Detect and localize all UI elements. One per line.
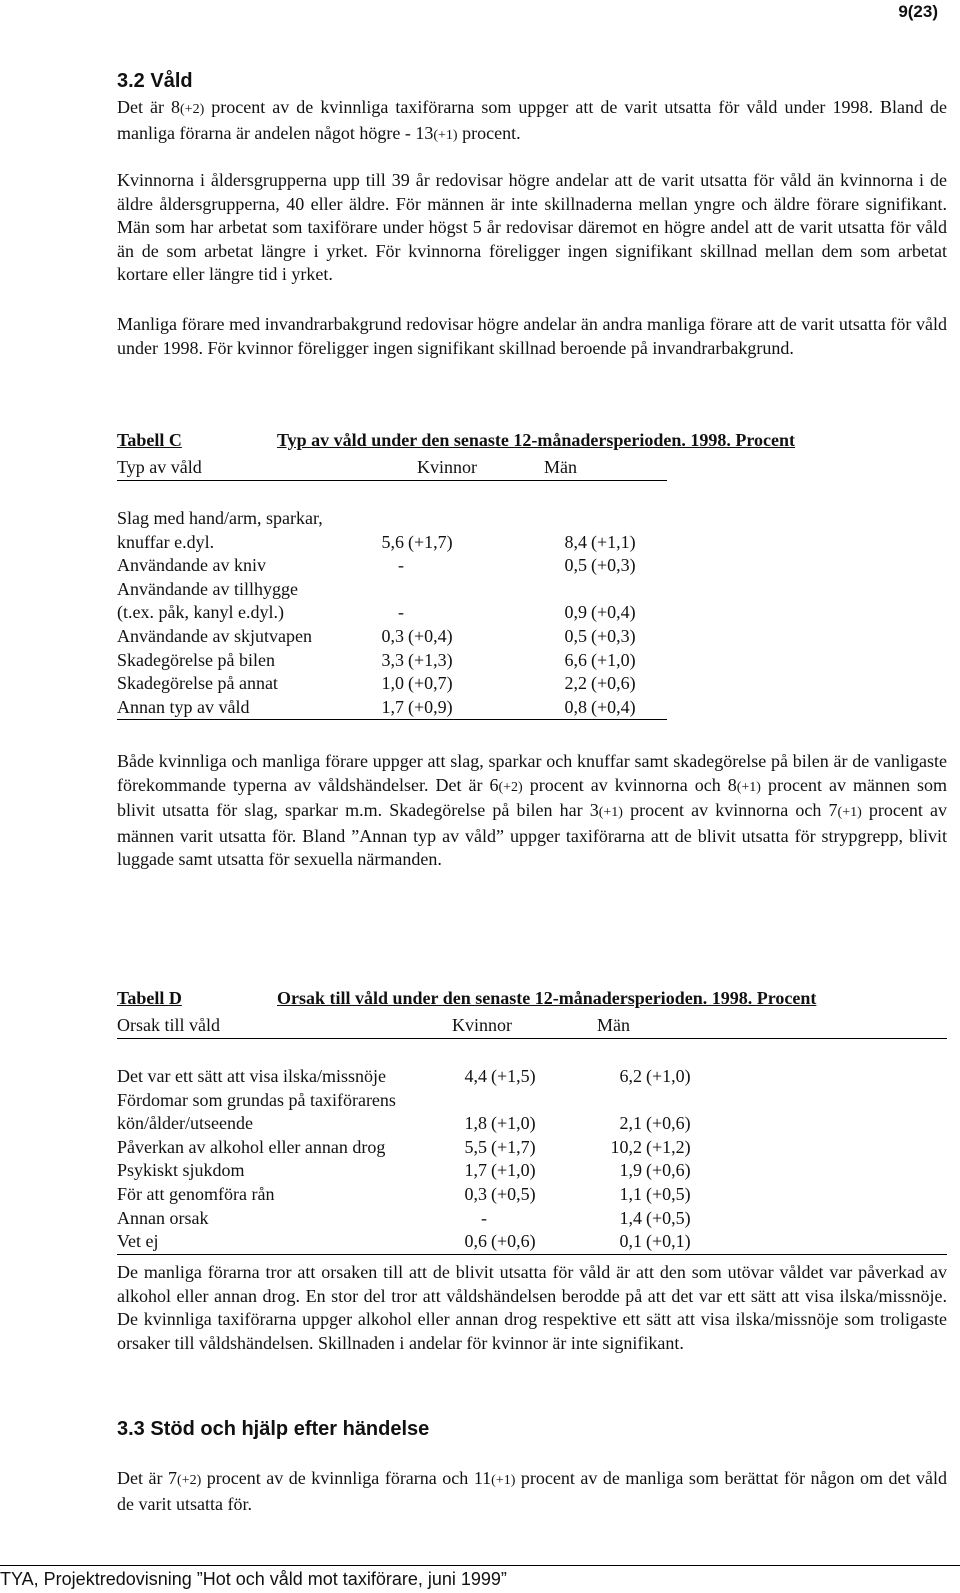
table-cell: (+1,7): [491, 1136, 536, 1157]
table-row: [117, 672, 667, 696]
table-c-header-women: Kvinnor: [362, 455, 484, 481]
table-cell: [404, 578, 484, 602]
table-cell: (+0,6): [646, 1113, 691, 1134]
table-cell: knuffar e.dyl.: [117, 531, 215, 552]
page-number: 9(23): [898, 2, 938, 21]
table-cell: (+0,4): [591, 602, 636, 623]
table-cell: [587, 507, 667, 531]
table-cell: (+1,0): [491, 1160, 536, 1181]
table-d-id: Tabell D: [117, 988, 182, 1008]
table-cell: -: [481, 1207, 487, 1228]
paragraph-types-of-violence: Både kvinnliga och manliga förare uppger att slag, sparkar och knuffar samt skadegörelse på bilen är de vanligaste förekommande typerna av våldshändelser. Det är 6(+2) procent av kvinnorna och 8(+1) procent av männen som blivit utsatta för slag, sparkar m.m. Skadegörelse på bilen har 3(+1) procent av kvinnorna och 7(+1) procent av männen varit utsatta för. Bland ”Annan typ av våld” uppger taxiförarna att de blivit utsatta för strypgrepp, blivit luggade samt utsatta för sexuella närmanden.: [117, 751, 948, 869]
table-cell: (+0,4): [408, 625, 453, 646]
table-cell: 1,1: [619, 1183, 642, 1204]
table-cell: Påverkan av alkohol eller annan drog: [117, 1136, 386, 1157]
table-cell: (+1,0): [591, 649, 636, 670]
table-cell: [642, 1089, 947, 1113]
table-cell: (+1,5): [491, 1066, 536, 1086]
table-cell: 1,7: [464, 1160, 487, 1181]
table-c-id: Tabell C: [117, 430, 182, 450]
table-cell: (+1,7): [408, 531, 453, 552]
table-cell: 0,3: [464, 1183, 487, 1204]
table-cell: (+0,6): [646, 1160, 691, 1181]
paragraph-support: Det är 7(+2) procent av de kvinnliga förarna och 11(+1) procent av de manliga som berättat för någon om det våld de varit utsatta för.: [117, 1468, 947, 1514]
table-cell: (+0,1): [642, 1230, 947, 1254]
table-cell: 5,5: [464, 1136, 487, 1157]
table-cell: 0,9: [564, 602, 587, 623]
table-cell: 1,8: [464, 1113, 487, 1134]
table-cell: 3,3: [381, 649, 404, 670]
table-row: [117, 649, 667, 673]
table-cell: 0,8: [484, 696, 587, 720]
table-cell: [452, 1089, 487, 1113]
table-cell: (+0,4): [587, 696, 667, 720]
table-cell: 10,2: [610, 1136, 642, 1157]
table-cell: (+0,3): [591, 625, 636, 646]
table-cell: Användande av skjutvapen: [117, 625, 312, 646]
table-cell: (+0,3): [591, 555, 636, 576]
table-cell: [484, 507, 587, 531]
table-cell: (+0,9): [404, 696, 484, 720]
table-cell: Annan orsak: [117, 1207, 209, 1228]
table-cell: [404, 601, 484, 625]
table-cell: 2,2: [564, 673, 587, 694]
table-cell: 6,2: [619, 1066, 642, 1086]
table-row: [117, 531, 667, 555]
table-cell: För att genomföra rån: [117, 1183, 275, 1204]
table-cell: Vet ej: [117, 1230, 452, 1254]
table-cell: Användande av kniv: [117, 555, 266, 576]
table-cell: [587, 578, 667, 602]
table-cell: 2,1: [619, 1113, 642, 1134]
table-cell: 8,4: [564, 531, 587, 552]
table-cell: (+0,7): [408, 673, 453, 694]
table-c: [117, 455, 667, 720]
table-d-header-cause: Orsak till våld: [117, 1013, 452, 1039]
table-cell: Skadegörelse på bilen: [117, 649, 275, 670]
table-cell: 0,1: [567, 1230, 642, 1254]
table-row: [117, 601, 667, 625]
table-cell: 4,4: [464, 1066, 487, 1086]
table-d-title: Orsak till våld under den senaste 12-månadersperioden. 1998. Procent: [277, 988, 817, 1008]
table-cell: Slag med hand/arm, sparkar,: [117, 508, 323, 528]
table-cell: -: [398, 602, 404, 623]
table-row: [117, 625, 667, 649]
table-row: [117, 1089, 947, 1113]
section-heading-vald: 3.2 Våld: [117, 70, 193, 92]
table-cell: 5,6: [381, 531, 404, 552]
table-cell: (+1,1): [591, 531, 636, 552]
table-cell: [404, 507, 484, 531]
table-cell: 1,4: [619, 1207, 642, 1228]
table-cell: [362, 507, 404, 531]
table-cell: 1,0: [381, 673, 404, 694]
table-cell: [117, 1039, 947, 1066]
table-cell: 1,9: [619, 1160, 642, 1181]
table-c-header-men: Män: [484, 455, 667, 481]
table-cell: 6,6: [564, 649, 587, 670]
table-cell: (+0,5): [646, 1183, 691, 1204]
table-cell: (+0,5): [491, 1183, 536, 1204]
table-cell: [487, 1207, 567, 1231]
table-row: [117, 1207, 947, 1231]
table-cell: (+1,0): [646, 1066, 691, 1086]
table-row: [117, 1230, 947, 1254]
table-cell: (+0,6): [487, 1230, 567, 1254]
table-cell: 1,7: [362, 696, 404, 720]
table-row: [117, 696, 667, 720]
table-row: [117, 554, 667, 578]
table-cell: [117, 481, 667, 508]
table-cell: kön/ålder/utseende: [117, 1113, 253, 1134]
paragraph-causes: De manliga förarna tror att orsaken till att de blivit utsatta för våld är att den som utövar våldet var påverkad av alkohol eller annan drog. En stor del tror att våldshändelsen berodde på att det var ett sätt att visa ilska/missnöje. De kvinnliga taxiförarna uppger alkohol eller annan drog respektive ett sätt att visa ilska/missnöje som troligaste orsaker till våldshändelsen. Skillnaden i andelar för kvinnor är inte signifikant.: [117, 1262, 947, 1353]
page-footer: TYA, Projektredovisning ”Hot och våld mot taxiförare, juni 1999”: [0, 1565, 960, 1590]
table-cell: Skadegörelse på annat: [117, 673, 278, 694]
table-cell: [567, 1089, 642, 1113]
table-cell: (+1,3): [408, 649, 453, 670]
table-row: [117, 1159, 947, 1183]
table-cell: Psykiskt sjukdom: [117, 1160, 245, 1181]
table-cell: 0,3: [381, 625, 404, 646]
table-row: [117, 578, 667, 602]
table-c-title: Typ av våld under den senaste 12-månadersperioden. 1998. Procent: [277, 430, 796, 450]
table-row: [117, 1065, 947, 1089]
paragraph-age-groups: Kvinnorna i åldersgrupperna upp till 39 år redovisar högre andelar att de varit utsatta för våld än kvinnorna i de äldre åldersgrupperna, 40 eller äldre. För männen är inte skillnaderna mellan yngre och äldre förare signifikant. Män som har arbetat som taxiförare under högst 5 år redovisar däremot en högre andel att de varit utsatta för våld än de som arbetat längre i yrket. För kvinnorna föreligger ingen signifikant skillnad mellan dem som arbetat kortare eller längre tid i yrket.: [117, 170, 947, 284]
table-cell: -: [398, 555, 404, 576]
table-cell: Det var ett sätt att visa ilska/missnöje: [117, 1066, 386, 1086]
paragraph-immigrant-background: Manliga förare med invandrarbakgrund redovisar högre andelar än andra manliga förare att de varit utsatta för våld under 1998. För kvinnor föreligger ingen signifikant skillnad beroende på invandrarbakgrund.: [117, 314, 947, 358]
table-cell: [362, 578, 404, 602]
table-d-header-women: Kvinnor: [452, 1013, 567, 1039]
table-cell: 0,6: [452, 1230, 487, 1254]
table-cell: 0,5: [564, 625, 587, 646]
table-cell: [487, 1089, 567, 1113]
table-cell: [484, 578, 587, 602]
table-row: [117, 1183, 947, 1207]
paragraph-vald-intro: Det är 8(+2) procent av de kvinnliga taxiförarna som uppger att de varit utsatta för våld under 1998. Bland de manliga förarna är andelen något högre - 13(+1) procent.: [117, 97, 947, 143]
table-c-header-type: Typ av våld: [117, 455, 362, 481]
table-cell: (+1,2): [646, 1136, 691, 1157]
table-d: [117, 1013, 947, 1255]
table-cell: Fördomar som grundas på taxiförarens: [117, 1089, 396, 1110]
table-cell: [404, 554, 484, 578]
table-cell: (t.ex. påk, kanyl e.dyl.): [117, 602, 284, 623]
table-row: [117, 1136, 947, 1160]
table-cell: (+0,5): [646, 1207, 691, 1228]
table-cell: (+0,6): [591, 673, 636, 694]
table-cell: (+1,0): [491, 1113, 536, 1134]
section-heading-support: 3.3 Stöd och hjälp efter händelse: [117, 1418, 430, 1440]
table-row: [117, 507, 667, 531]
table-cell: Användande av tillhygge: [117, 578, 298, 599]
table-row: [117, 1112, 947, 1136]
table-cell: Annan typ av våld: [117, 696, 362, 720]
table-d-header-men: Män: [567, 1013, 947, 1039]
table-cell: 0,5: [564, 555, 587, 576]
